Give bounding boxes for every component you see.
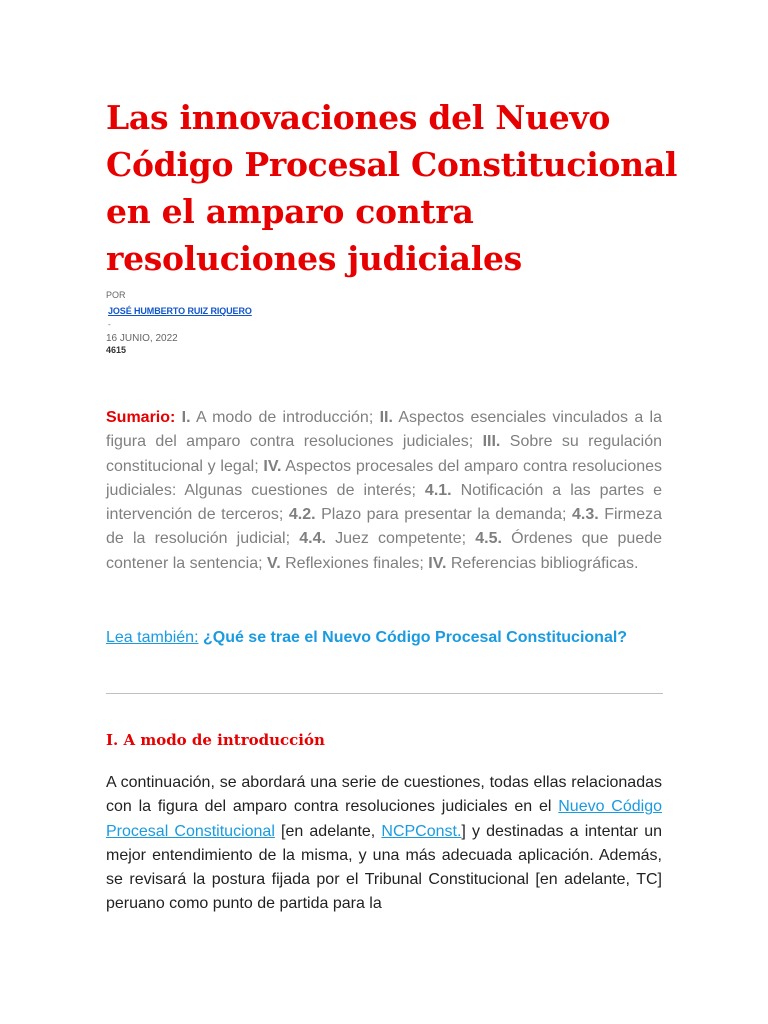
summary-num: II. [379,409,393,426]
summary-text: Plazo para presentar la demanda; [315,506,572,524]
summary-text: Reflexiones finales; [280,554,429,572]
summary-num: III. [482,433,501,451]
summary-label: Sumario: [106,409,176,426]
author-link[interactable]: JOSÉ HUMBERTO RUIZ RIQUERO [108,306,252,316]
summary-num: 4.2. [288,506,316,524]
summary-text: Referencias bibliográficas. [446,554,639,572]
summary-text: Firmeza de la resolución judicial; [106,506,662,548]
summary-text: A modo de introducción; [190,409,380,426]
summary-text: Aspectos procesales del amparo contra resoluciones judiciales: Algunas cuestiones de interés; [106,457,663,499]
meta-separator: - [108,320,111,329]
read-also-link[interactable]: ¿Qué se trae el Nuevo Código Procesal Constitucional? [202,629,628,646]
summary-text: Juez competente; [325,530,476,548]
summary-num: I. [181,409,191,426]
view-count: 4615 [106,345,127,355]
summary-text: Órdenes que puede contener la sentencia; [106,530,663,572]
summary-num: 4.1. [424,481,452,499]
publish-date: 16 JUNIO, 2022 [106,333,178,344]
summary-num: 4.4. [299,530,326,548]
summary-num: 4.5. [475,530,502,548]
intro-text: [en adelante, [274,822,382,840]
section-heading: I. A modo de introducción [106,731,325,749]
summary-num: 4.3. [572,506,599,524]
intro-paragraph [106,771,662,917]
summary-text: Notificación a las partes e intervención de terceros; [106,481,662,524]
ncpconst-abbr-link[interactable]: NCPConst. [381,822,462,840]
intro-text: ] y destinadas a intentar un mejor entendimiento de la misma, y una más adecuada aplicación. Además, se revisará la postura fijada por el Tribunal Constitucional [en adelante, TC] peruano como punto de partida para la [106,822,663,913]
by-label: POR [106,290,126,300]
read-also-label[interactable]: Lea también: [106,629,199,646]
summary-text: Sobre su regulación constitucional y legal; [106,433,662,475]
intro-text: A continuación, se abordará una serie de cuestiones, todas ellas relacionadas con la figura del amparo contra resoluciones judiciales en el [106,774,662,816]
summary-num: IV. [428,554,447,572]
section-divider [106,693,663,694]
summary-paragraph [106,406,662,576]
summary-num: V. [267,554,281,572]
article-title: Las innovaciones del Nuevo Código Procesal Constitucional en el amparo contra resoluciones judiciales [106,98,678,278]
summary-num: IV. [263,457,282,475]
read-also [106,626,627,650]
ncpconst-link[interactable]: Nuevo Código Procesal Constitucional [106,798,663,840]
summary-text: Aspectos esenciales vinculados a la figura del amparo contra resoluciones judiciales; [106,409,663,451]
